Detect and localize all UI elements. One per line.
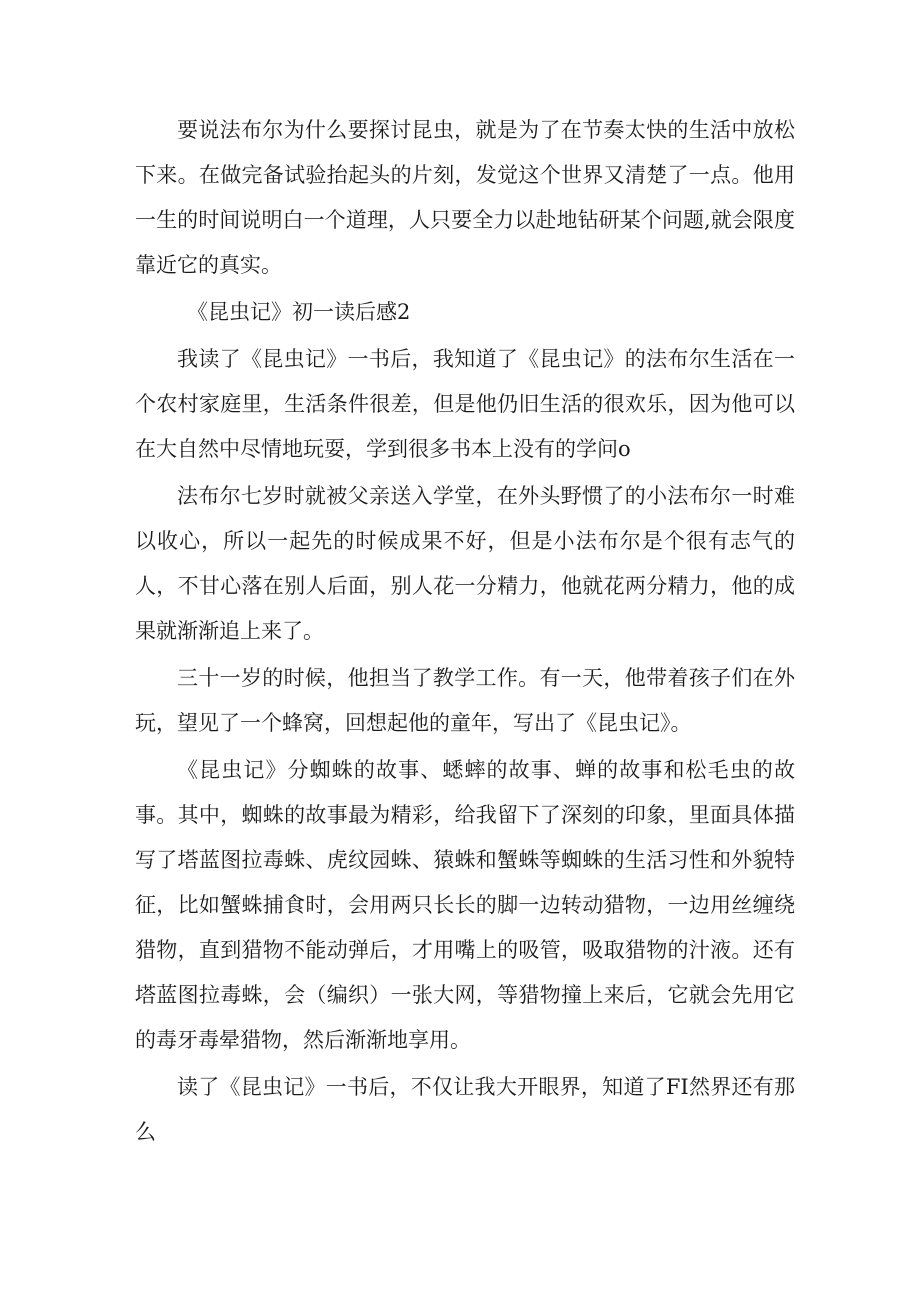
paragraph-2: 法布尔七岁时就被父亲送入学堂，在外头野惯了的小法布尔一时难以收心，所以一起先的时候成果不好，但是小法布尔是个很有志气的人，不甘心落在别人后面，别人花一分精力，他就花两分精力，他的成果就渐渐追上来了。 — [135, 484, 795, 643]
section-heading: 《昆虫记》初一读后感2 — [187, 300, 411, 324]
paragraph-5: 读了《昆虫记》一书后，不仅让我大开眼界，知道了FI然界还有那么 — [135, 1075, 795, 1144]
paragraph-intro: 要说法布尔为什么要探讨昆虫，就是为了在节奏太快的生活中放松下来。在做完备试验抬起头的片刻，发觉这个世界又清楚了一点。他用一生的时间说明白一个道理，人只要全力以赴地钻研某个问题,就会限度靠近它的真实。 — [135, 118, 795, 277]
paragraph-4: 《昆虫记》分蜘蛛的故事、蟋蟀的故事、蝉的故事和松毛虫的故事。其中，蜘蛛的故事最为精彩，给我留下了深刻的印象，里面具体描写了塔蓝图拉毒蛛、虎纹园蛛、猿蛛和蟹蛛等蜘蛛的生活习性和外貌特征，比如蟹蛛捕食时，会用两只长长的脚一边转动猎物，一边用丝缠绕猎物，直到猎物不能动弹后，才用嘴上的吸管，吸取猎物的汁液。还有塔蓝图拉毒蛛，会（编织）一张大网，等猎物撞上来后，它就会先用它的毒牙毒晕猎物，然后渐渐地享用。 — [135, 758, 795, 1052]
paragraph-3: 三十一岁的时候，他担当了教学工作。有一天，他带着孩子们在外玩，望见了一个蜂窝，回想起他的童年，写出了《昆虫记》。 — [135, 666, 795, 735]
document-body — [135, 108, 795, 1157]
paragraph-1: 我读了《昆虫记》一书后，我知道了《昆虫记》的法布尔生活在一个农村家庭里，生活条件很差，但是他仍旧生活的很欢乐，因为他可以在大自然中尽情地玩耍，学到很多书本上没有的学问o — [135, 347, 795, 461]
